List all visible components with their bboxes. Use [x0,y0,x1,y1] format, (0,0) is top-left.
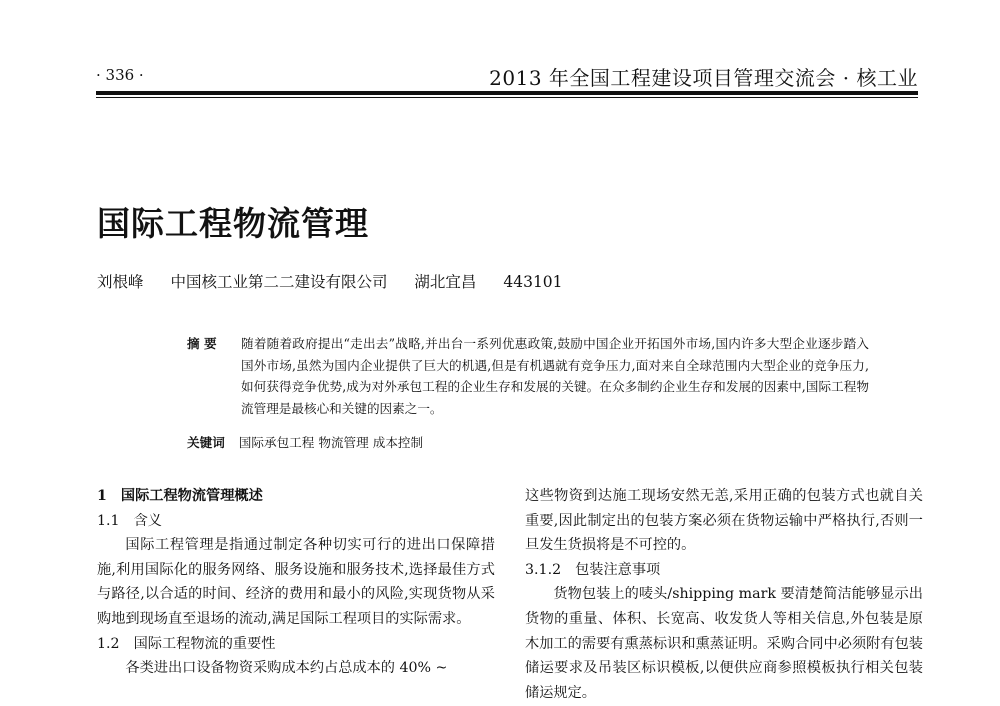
subsection-title: 国际工程物流的重要性 [133,635,276,652]
subsection-heading [525,558,923,583]
header-rule-thin [96,97,918,98]
section-title: 国际工程物流管理概述 [120,488,263,504]
keywords [187,432,423,451]
abstract [187,333,869,419]
paragraph: 货物包装上的唛头/shipping mark 要清楚简洁能够显示出货物的重量、体积、长宽高、收发货人等相关信息,外包装是原木加工的需要有熏蒸标识和熏蒸证明。采购合同中必须附有包装储运要求及吊装区标识模板,以便供应商参照模板执行相关包装储运规定。 [525,586,923,701]
author-line [97,270,585,292]
paragraph-continued: 这些物资到达施工现场安然无恙,采用正确的包装方式也就自关重要,因此制定出的包装方案必须在货物运输中严格执行,否则一旦发生货损将是不可控的。 [525,488,923,554]
page-number: · 336 · [96,66,144,84]
left-column [97,484,495,681]
section-number: 1 [97,488,107,504]
subsection-title: 含义 [133,512,162,529]
paragraph: 各类进出口设备物资采购成本约占总成本的 40% ~ [125,660,448,677]
subsection-number: 1.1 [97,512,120,529]
keywords-text: 国际承包工程 物流管理 成本控制 [238,435,424,450]
abstract-label: 摘 要 [187,336,217,351]
right-column [525,484,923,705]
header-rule-thick [96,91,918,95]
author-location: 湖北宜昌 [414,273,477,291]
article-title: 国际工程物流管理 [97,204,369,243]
paragraph: 国际工程管理是指通过制定各种切实可行的进出口保障措施,利用国际化的服务网络、服务设施和服务技术,选择最佳方式与路径,以合适的时间、经济的费用和最小的风险,实现货物从采购地到现场直至退场的流动,满足国际工程项目的实际需求。 [97,537,495,627]
subsection-heading [97,632,495,657]
subsection-heading [97,509,495,534]
author-affiliation: 中国核工业第二二建设有限公司 [170,273,388,291]
running-title: 2013 年全国工程建设项目管理交流会 · 核工业 [489,66,918,90]
subsection-number: 1.2 [97,635,120,652]
author-name: 刘根峰 [97,273,144,291]
subsection-number: 3.1.2 [525,561,562,578]
author-postcode: 443101 [503,273,563,291]
abstract-text: 随着随着政府提出“走出去”战略,并出台一系列优惠政策,鼓励中国企业开拓国外市场,国内许多大型企业逐步踏入国外市场,虽然为国内企业提供了巨大的机遇,但是有机遇就有竞争压力,面对来自全球范围内大型企业的竞争压力,如何获得竞争优势,成为对外承包工程的企业生存和发展的关键。在众多制约企业生存和发展的因素中,国际工程物流管理是最核心和关键的因素之一。 [241,336,869,416]
section-heading [97,484,495,509]
subsection-title: 包装注意事项 [575,561,661,578]
keywords-label: 关键词 [187,435,225,450]
